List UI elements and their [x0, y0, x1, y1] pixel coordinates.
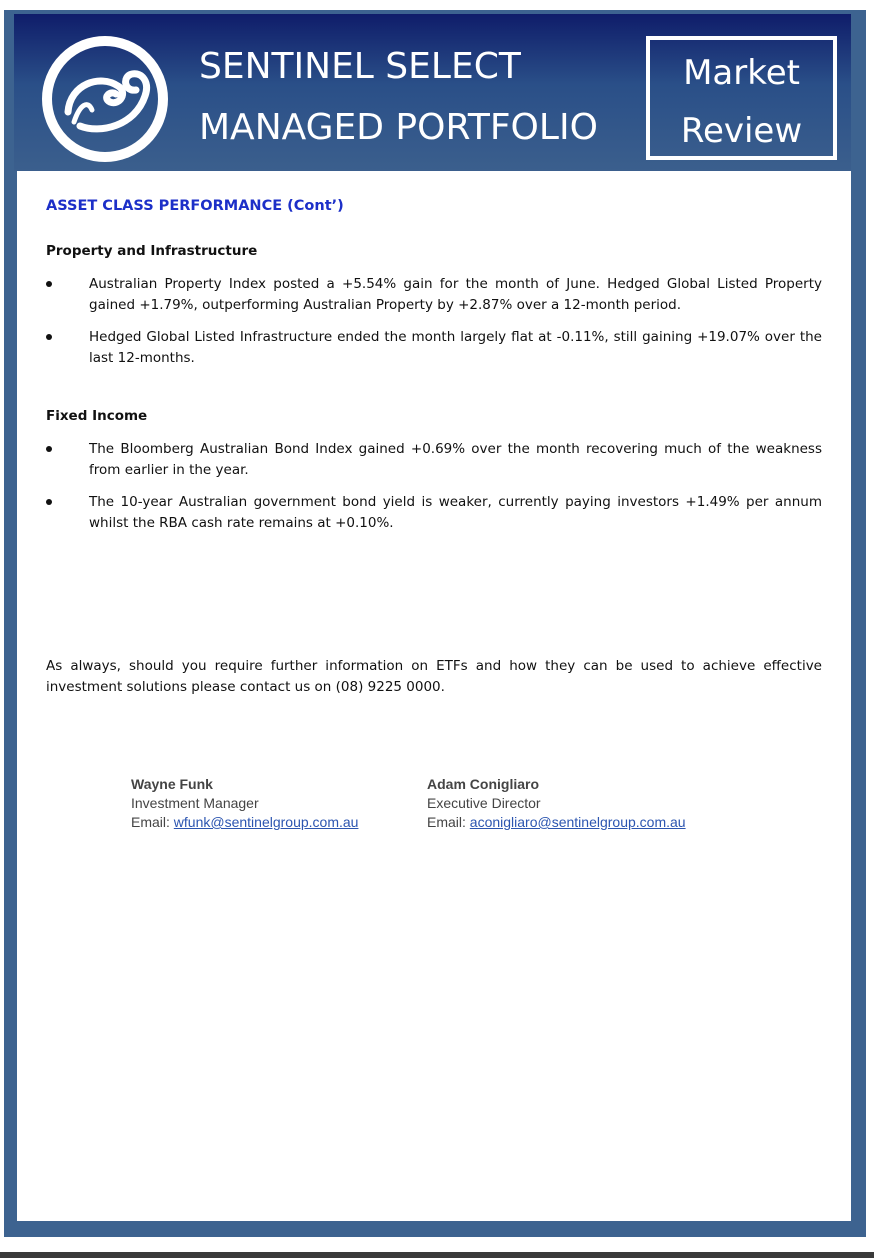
contact-email-row: [427, 813, 686, 832]
contact-name: Adam Conigliaro: [427, 776, 540, 792]
header-title-line2: MANAGED PORTFOLIO: [199, 107, 598, 148]
section-title: ASSET CLASS PERFORMANCE (Cont’): [46, 198, 344, 214]
bullet-dot-icon: [46, 334, 52, 340]
bullet-dot-icon: [46, 499, 52, 505]
list-item: [46, 274, 822, 316]
closing-paragraph: As always, should you require further information on ETFs and how they can be used to achieve effective investment solutions please contact us on (08) 9225 0000.: [46, 658, 822, 695]
bullet-text: The 10-year Australian government bond yield is weaker, currently paying investors +1.49% per annum whilst the RBA cash rate remains at +0.10%.: [89, 494, 822, 531]
contact-email-row: [131, 813, 358, 832]
contact-card: [131, 775, 358, 832]
email-label: Email:: [427, 814, 470, 830]
property-bullets: [46, 274, 822, 380]
bullet-text: Hedged Global Listed Infrastructure ended the month largely flat at -0.11%, still gaining +19.07% over the last 12-months.: [89, 329, 822, 366]
contact-role: Executive Director: [427, 795, 541, 811]
list-item: [46, 327, 822, 369]
market-review-badge: [646, 36, 837, 160]
bottom-divider: [0, 1252, 874, 1258]
email-label: Email:: [131, 814, 174, 830]
contact-name: Wayne Funk: [131, 776, 213, 792]
badge-line1: Market: [683, 53, 800, 93]
header-title-line1: SENTINEL SELECT: [199, 46, 521, 87]
bullet-dot-icon: [46, 446, 52, 452]
sentinel-logo-icon: [40, 34, 170, 164]
bullet-text: Australian Property Index posted a +5.54% gain for the month of June. Hedged Global Listed Property gained +1.79%, outperforming Australian Property by +2.87% over a 12-month period.: [89, 276, 822, 313]
email-link[interactable]: aconigliaro@sentinelgroup.com.au: [469, 814, 686, 830]
bullet-text: The Bloomberg Australian Bond Index gained +0.69% over the month recovering much of the weakness from earlier in the year.: [89, 441, 822, 478]
contact-role: Investment Manager: [131, 795, 259, 811]
fixed-income-bullets: [46, 439, 822, 545]
property-heading: Property and Infrastructure: [46, 243, 258, 259]
contact-card: [427, 775, 686, 832]
list-item: [46, 439, 822, 481]
badge-line2: Review: [680, 111, 803, 151]
bullet-dot-icon: [46, 281, 52, 287]
list-item: [46, 492, 822, 534]
fixed-income-heading: Fixed Income: [46, 408, 148, 424]
email-link[interactable]: wfunk@sentinelgroup.com.au: [173, 814, 359, 830]
